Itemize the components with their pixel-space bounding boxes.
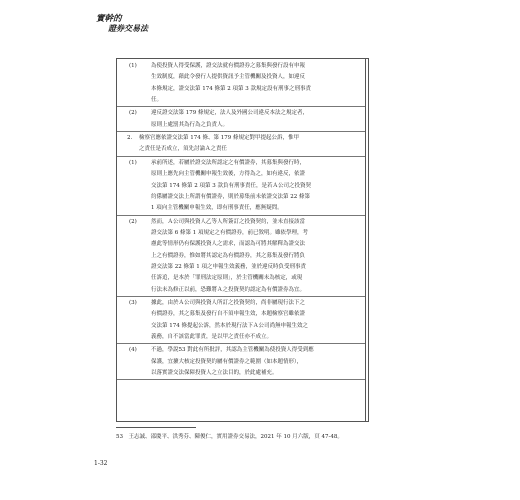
row-divider <box>117 215 365 216</box>
text-line: 生效制度，藉此令發行人提供資訊予主管機關及投資人，如違反 <box>151 74 306 81</box>
text-line: 任。 <box>151 97 163 104</box>
text-line: 任訴追，是本於「罪刑法定原則」，於主管機關未為核定，或現 <box>151 275 303 282</box>
header-title-line1: 實幹的 <box>96 14 122 24</box>
text-line: 以落實證交法保障投資人之立法目的，於此處補充。 <box>151 370 278 377</box>
block-number: (1) <box>129 159 137 166</box>
text-line: 違反證交法第 179 條規定，法人及外國公司違反本法之規定者， <box>151 110 308 117</box>
text-line: 為使投資人得受保護，證交法就有價證券之募集與發行設有申報 <box>151 63 306 69</box>
footnote: 53 王志誠、邵慶平、洪秀芬、陳俊仁，實用證券交易法，2021 年 10 月六版，頁 47-48。 <box>116 434 343 440</box>
text-line: 證交法第 22 條第 1 項之申報生效義務，並於違反時負受刑事責 <box>151 263 306 270</box>
text-line: 檢察官應依證交法第 174 條、第 179 條規定對甲提起公訴，惟甲 <box>139 135 299 142</box>
table-column-divider <box>365 59 366 421</box>
text-line: 不過，學說53 對此有所批評，其認為主管機關為使投資人得受到應 <box>151 347 314 354</box>
row-divider <box>117 379 365 380</box>
running-header <box>96 14 148 34</box>
answer-table <box>116 58 369 422</box>
row-divider <box>117 156 365 157</box>
text-line: 交法第 174 條第 2 項第 3 款負有刑事責任，是若Ａ公司之投資契 <box>151 182 311 189</box>
block-number: (4) <box>129 347 137 354</box>
row-divider <box>117 343 365 344</box>
row-divider <box>117 106 365 107</box>
text-line: 保護，宜擴大核定投資契約屬有價證券之範圍（如本題情形）， <box>151 358 303 365</box>
footnote-rule <box>116 427 196 428</box>
row-divider <box>117 296 365 297</box>
text-line: 原則上應先向主管機關申報生效後，方得為之，如有違反，依證 <box>151 171 306 178</box>
block-number: (1) <box>129 63 137 69</box>
text-line: 上之有價證券，惟如將其認定為有價證券，其之募集及發行將負 <box>151 252 306 259</box>
header-title-line2: 證券交易法 <box>108 23 148 34</box>
block-number: (2) <box>129 110 137 117</box>
text-line: 承前所述，若屬於證交法所認定之有價證券，其募集與發行時， <box>151 159 306 166</box>
block-number: (2) <box>129 218 137 225</box>
row-divider <box>117 131 365 132</box>
text-line: 原則上處罰其為行為之負責人。 <box>151 121 229 128</box>
text-line: 行法未為修正以前，恐難將Ａ之投資契約認定為有價證券為宜。 <box>151 286 306 293</box>
text-line: 本條規定，證交法第 174 條第 2 項第 3 款規定設有刑事之刑事責 <box>151 85 311 92</box>
text-line: 據此，由於Ａ公司與投資人所訂之投資契約，尚非屬現行法下之 <box>151 300 306 306</box>
text-line: 義務，自不該當此罪責，是以甲之責任亦不成立。 <box>151 334 273 341</box>
text-line: 1 項向主管機關申報生效，即有刑事責任，應無疑問。 <box>151 205 283 212</box>
text-line: 之責任是否成立，須先討論Ａ之責任 <box>139 146 228 153</box>
text-line: 有價證券，其之募集及發行自不須申報生效，本題檢察官雖依證 <box>151 311 306 318</box>
text-line: 交法第 174 條提起公訴，然本於現行法下Ａ公司尚無申報生效之 <box>151 322 308 329</box>
text-line: 約係屬證交法上所謂有價證券，則於募集前未依證交法第 22 條第 <box>151 193 310 200</box>
text-line: 然而，Ａ公司與投資人乙等人所簽訂之投資契約，並未直接該當 <box>151 218 306 225</box>
block-number: (3) <box>129 300 137 306</box>
text-line: 慮此等情形仍有保護投資人之需求，而認為可將其解釋為證交法 <box>151 241 306 248</box>
text-line: 證交法第 6 條第 1 項規定之有價證券，前已敘明。雖依學理，考 <box>151 229 308 236</box>
block-number: 2. <box>127 135 133 142</box>
page-number: 1-32 <box>94 460 108 467</box>
